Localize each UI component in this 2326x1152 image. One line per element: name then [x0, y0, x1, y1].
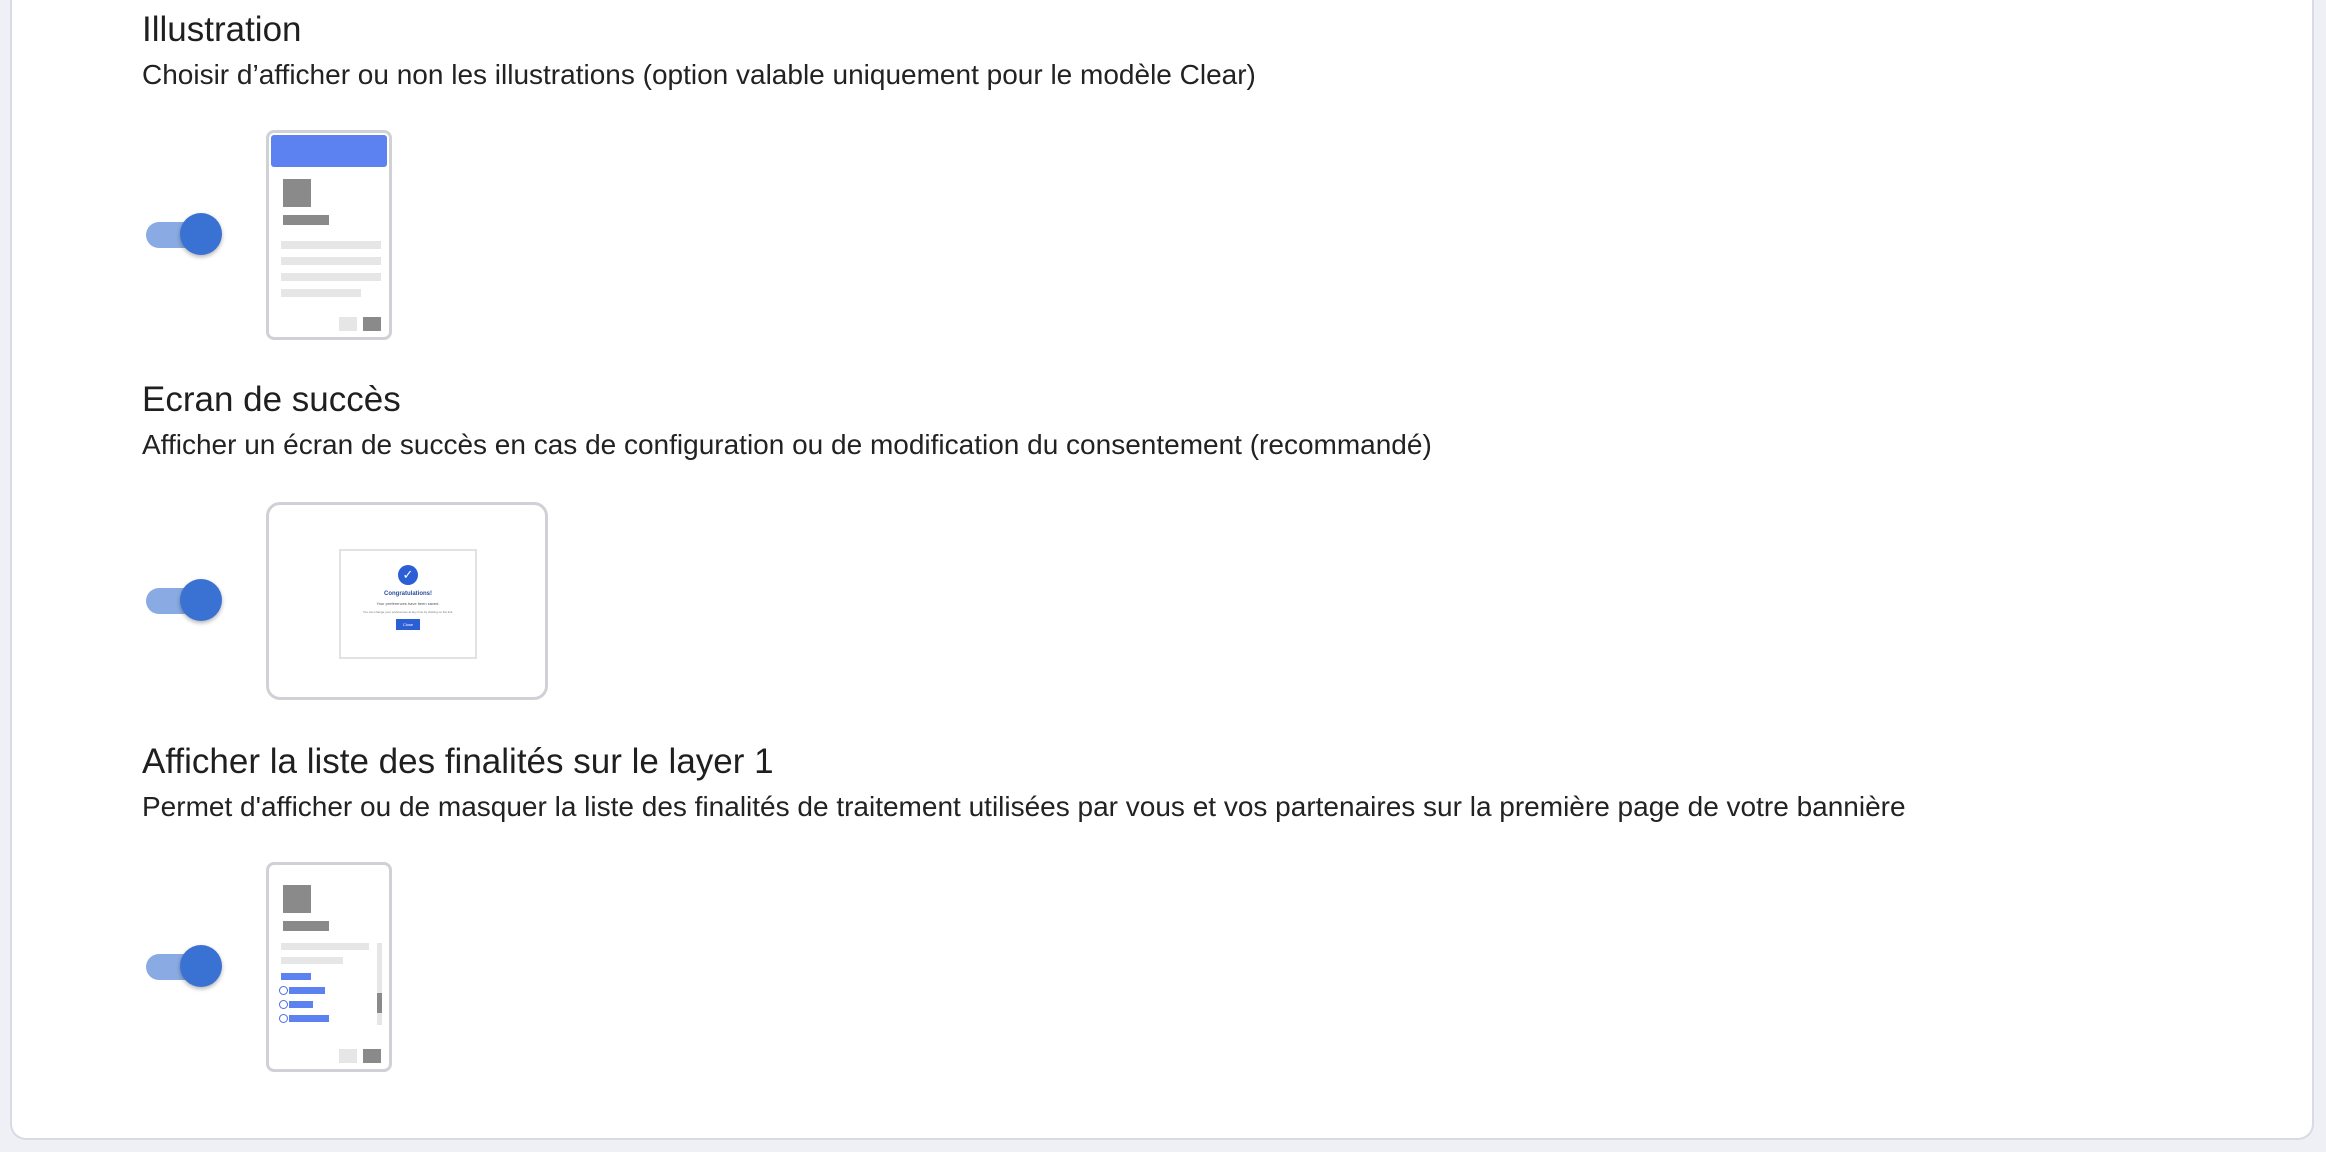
success-heading: Congratulations! — [384, 591, 432, 597]
preview-purpose-line — [289, 987, 325, 994]
purpose-bullet-icon — [279, 986, 288, 995]
purposes-list-preview — [266, 862, 392, 1072]
success-screen-preview — [266, 502, 548, 700]
preview-text-line — [281, 957, 343, 964]
illustration-preview — [266, 130, 392, 340]
purpose-bullet-icon — [279, 1000, 288, 1009]
preview-header-bar — [271, 135, 387, 167]
purposes-list-toggle[interactable] — [142, 942, 224, 990]
section-title: Illustration — [142, 10, 302, 49]
illustration-toggle[interactable] — [142, 210, 224, 258]
preview-title-line — [283, 215, 329, 225]
preview-text-line — [281, 289, 361, 297]
preview-text-line — [281, 257, 381, 265]
section-description: Permet d'afficher ou de masquer la liste des finalités de traitement utilisées par vous et vos partenaires sur la première page de votre bannière — [142, 791, 1906, 822]
preview-purpose-line — [289, 1015, 329, 1022]
success-subheading: Your preferences have been saved. — [376, 601, 440, 606]
preview-title-line — [283, 921, 329, 931]
success-screen-section — [142, 378, 1432, 464]
success-dialog — [339, 549, 477, 659]
success-close-button: Close — [396, 619, 420, 630]
preview-purpose-header — [281, 973, 311, 980]
section-title: Afficher la liste des finalités sur le layer 1 — [142, 742, 774, 781]
preview-secondary-button — [339, 317, 357, 331]
preview-illustration-icon — [283, 885, 311, 913]
toggle-thumb — [180, 945, 222, 987]
preview-text-line — [281, 943, 369, 950]
preview-purpose-line — [289, 1001, 313, 1008]
success-screen-toggle[interactable] — [142, 576, 224, 624]
toggle-thumb — [180, 213, 222, 255]
preview-primary-button — [363, 1049, 381, 1063]
section-title: Ecran de succès — [142, 380, 401, 419]
preview-illustration-icon — [283, 179, 311, 207]
preview-scrollbar-thumb — [377, 993, 382, 1013]
illustration-section — [142, 8, 1256, 94]
check-circle-icon: ✓ — [398, 565, 418, 585]
preview-secondary-button — [339, 1049, 357, 1063]
toggle-thumb — [180, 579, 222, 621]
preview-text-line — [281, 241, 381, 249]
purpose-bullet-icon — [279, 1014, 288, 1023]
preview-text-line — [281, 273, 381, 281]
preview-primary-button — [363, 317, 381, 331]
purposes-list-section — [142, 740, 1906, 826]
success-body: You can change your preferences at any time by clicking on the link. — [362, 610, 454, 614]
section-description: Afficher un écran de succès en cas de configuration ou de modification du consentement (recommandé) — [142, 429, 1432, 460]
section-description: Choisir d’afficher ou non les illustrations (option valable uniquement pour le modèle Clear) — [142, 59, 1256, 90]
settings-panel — [10, 0, 2314, 1140]
